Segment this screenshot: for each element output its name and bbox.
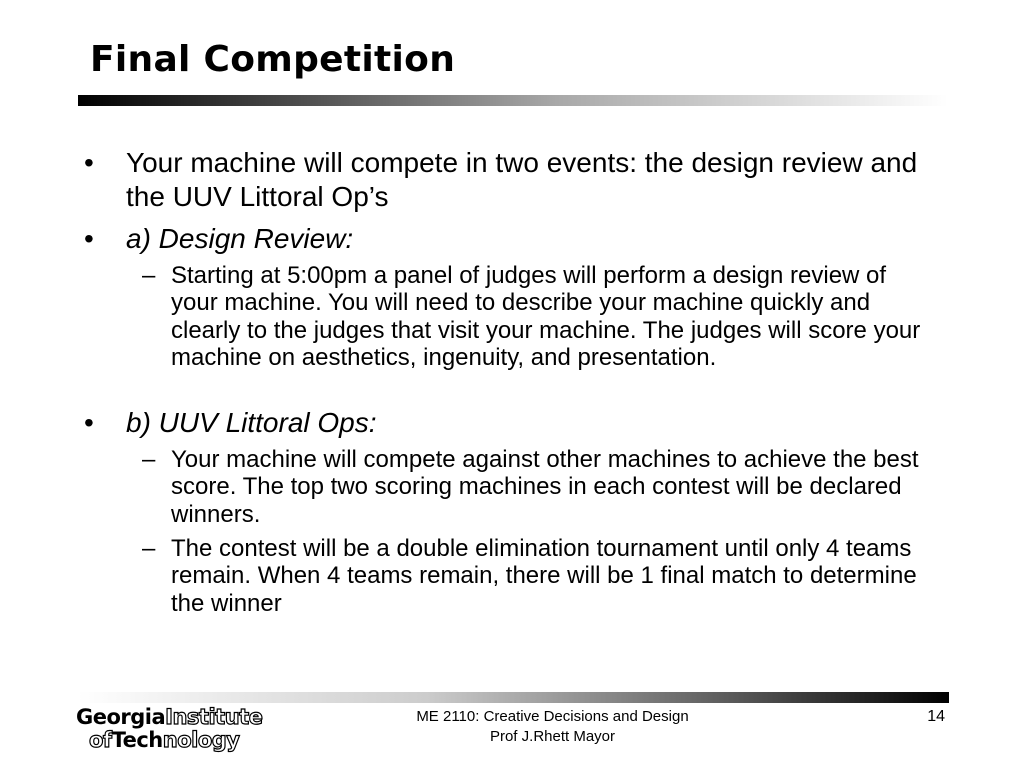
sub-bullet-text: Your machine will compete against other machines to achieve the best score. The top two scoring machines in each contest will be declared winners. — [171, 446, 919, 528]
bullet-glyph: • — [84, 147, 94, 178]
dash-glyph: – — [142, 535, 156, 562]
bullet-item — [84, 222, 944, 256]
slide-title: Final Competition — [90, 39, 456, 80]
bullet-item — [84, 406, 944, 440]
footer-course-info — [380, 707, 725, 747]
bullet-glyph: • — [84, 223, 94, 254]
dash-glyph: – — [142, 262, 156, 289]
instructor-name: Prof J.Rhett Mayor — [489, 728, 616, 745]
sub-bullet-item — [138, 535, 938, 617]
georgia-tech-logo — [76, 706, 301, 752]
bullet-glyph: • — [84, 407, 94, 438]
course-title: ME 2110: Creative Decisions and Design — [416, 708, 689, 725]
sub-bullet-item — [138, 262, 938, 371]
logo-line-2: ofTechnology — [89, 728, 240, 752]
bullet-text: Your machine will compete in two events: the design review and the UUV Littoral Op’s — [126, 147, 918, 212]
bullet-heading-uuv-littoral-ops: b) UUV Littoral Ops: — [126, 407, 377, 438]
footer-gradient-rule — [78, 692, 949, 703]
page-number: 14 — [927, 708, 945, 725]
bullet-heading-design-review: a) Design Review: — [126, 223, 354, 254]
dash-glyph: – — [142, 446, 156, 473]
sub-bullet-text: Starting at 5:00pm a panel of judges will perform a design review of your machine. You will need to describe your machine quickly and clearly to the judges that visit your machine. The judges will score your machine on aesthetics, ingenuity, and presentation. — [171, 262, 921, 371]
bullet-item — [84, 146, 944, 214]
sub-bullet-text: The contest will be a double elimination tournament until only 4 teams remain. When 4 teams remain, there will be 1 final match to determine the winner — [171, 535, 917, 617]
logo-line-1: GeorgiaInstitute — [76, 705, 263, 729]
sub-bullet-item — [138, 446, 938, 528]
